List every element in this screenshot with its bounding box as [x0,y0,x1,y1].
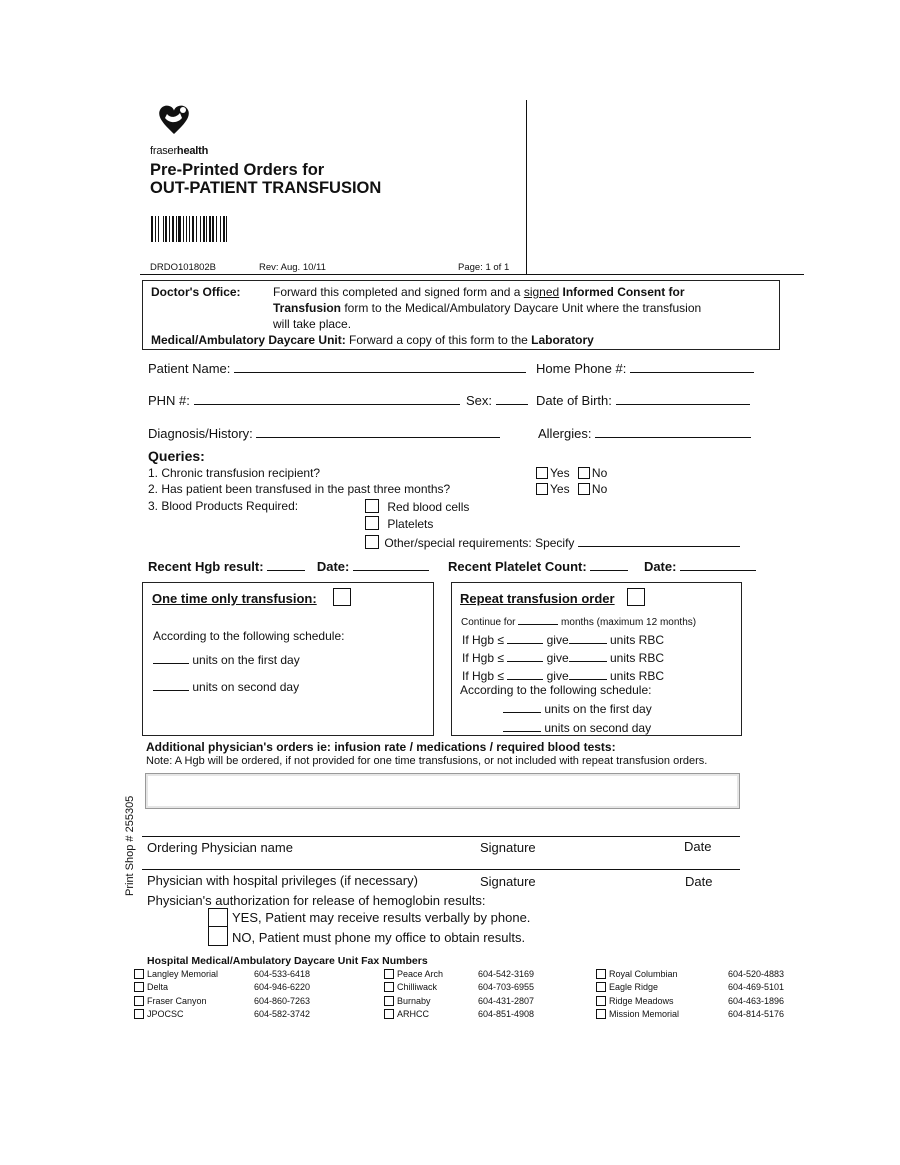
one-time-schedule: According to the following schedule: [153,629,345,643]
repeat-continue [461,614,696,628]
allergies-label: Allergies: [538,426,592,441]
query-1: 1. Chronic transfusion recipient? [148,466,321,480]
one-time-second-day [153,678,299,694]
fax-hospital [384,982,437,992]
one-time-second-day-field[interactable] [153,678,189,691]
platelet-label: Recent Platelet Count: [448,559,587,574]
allergies-field[interactable] [595,425,751,438]
header-vertical-divider [526,100,527,274]
repeat-schedule: According to the following schedule: [460,683,652,697]
auth-no-checkbox[interactable] [208,926,228,946]
title-line-1: Pre-Printed Orders for [150,161,325,179]
queries-heading: Queries: [148,448,205,464]
auth-no-label: NO, Patient must phone my office to obtain results. [232,930,526,945]
other-label: Other/special requirements: Specify [384,536,575,550]
sex-field[interactable] [496,392,528,405]
header-horizontal-rule [140,274,804,275]
form-code: DRDO101802B [150,262,217,273]
fax-hospital-checkbox[interactable] [134,982,144,992]
platelet-row [448,558,756,574]
hgb-rule-row [462,649,664,665]
patient-name-field[interactable] [234,360,526,373]
ordering-date-label: Date [684,839,712,854]
fax-hospital [596,982,658,992]
one-time-checkbox[interactable] [333,588,351,606]
fax-number: 604-463-1896 [728,995,785,1006]
fax-hospital-name: Eagle Ridge [609,982,659,993]
one-time-first-day-label: units on the first day [192,653,300,667]
query-2: 2. Has patient been transfused in the past three months? [148,482,451,496]
platelet-date-field[interactable] [680,558,756,571]
platelets-label: Platelets [387,517,434,531]
fax-hospital-name: Delta [147,982,169,993]
fax-number: 604-851-4908 [478,1008,535,1019]
fax-hospital-checkbox[interactable] [384,982,394,992]
sex-row [466,392,528,408]
hgb-field[interactable] [267,558,305,571]
home-phone-label: Home Phone #: [536,361,627,376]
q1-no-label: No [591,466,608,480]
revision: Rev: Aug. 10/11 [259,262,326,273]
if-hgb-label: If Hgb ≤ [462,651,504,665]
auth-yes-label: YES, Patient may receive results verbally by phone. [232,910,531,925]
fax-hospital-name: Ridge Meadows [609,995,674,1006]
give-label: give [546,669,569,683]
fax-number: 604-814-5176 [728,1008,785,1019]
fax-hospital [596,969,678,979]
fax-hospital-checkbox[interactable] [596,969,606,979]
units-rbc-label: units RBC [609,669,665,683]
fax-hospital-name: Peace Arch [397,969,444,979]
fax-hospital-name: ARHCC [397,1008,430,1019]
q1-no-checkbox[interactable] [578,467,590,479]
fax-hospital-checkbox[interactable] [384,996,394,1006]
page-number: Page: 1 of 1 [458,262,510,273]
fax-hospital-name: JPOCSC [147,1008,184,1019]
fax-hospital-name: Fraser Canyon [147,995,207,1006]
give-units-field[interactable] [569,631,607,644]
auth-yes-checkbox[interactable] [208,908,228,928]
hgb-label: Recent Hgb result: [148,559,264,574]
give-units-field[interactable] [569,649,607,662]
ordering-physician-label: Ordering Physician name [147,840,293,855]
platelet-date-label: Date: [643,559,677,574]
phn-label: PHN #: [148,393,190,408]
privileges-signature-line[interactable] [142,869,740,870]
one-time-first-day [153,651,300,667]
fax-hospital [596,1009,679,1019]
continue-months-label: months (maximum 12 months) [561,617,697,628]
home-phone-field[interactable] [630,360,754,373]
repeat-title: Repeat transfusion order [460,591,615,606]
hgb-row [148,558,429,574]
one-time-first-day-field[interactable] [153,651,189,664]
give-units-field[interactable] [569,667,607,680]
home-phone-row [536,360,754,376]
q1-yes-checkbox[interactable] [536,467,548,479]
fax-hospital [384,969,443,979]
patient-name-label: Patient Name: [148,361,231,376]
q1-answers [536,466,607,480]
privileges-signature-label: Signature [480,874,536,889]
fax-hospital [134,1009,184,1019]
ordering-signature-line[interactable] [142,836,740,837]
fraserhealth-logo [150,104,208,157]
units-rbc-label: units RBC [609,651,665,665]
phn-field[interactable] [194,392,460,405]
repeat-second-day-label: units on second day [544,721,652,735]
other-checkbox[interactable] [365,535,379,549]
if-hgb-label: If Hgb ≤ [462,669,504,683]
privileges-date-label: Date [685,874,713,889]
fax-number: 604-946-6220 [254,982,311,993]
hgb-date-label: Date: [316,559,350,574]
platelet-field[interactable] [590,558,628,571]
product-platelets [365,516,433,531]
fax-number: 604-703-6955 [478,982,535,993]
hgb-threshold-field[interactable] [507,631,543,644]
hgb-rule-row [462,631,664,647]
fax-hospital [384,1009,429,1019]
fax-hospital-checkbox[interactable] [596,996,606,1006]
dob-label: Date of Birth: [536,393,612,408]
fax-hospital [134,996,207,1006]
fax-number: 604-542-3169 [478,969,535,979]
one-time-title: One time only transfusion: [152,591,317,606]
units-rbc-label: units RBC [609,633,665,647]
repeat-first-day-label: units on the first day [544,702,652,716]
fax-hospital-name: Langley Memorial [147,969,219,979]
diagnosis-field[interactable] [256,425,500,438]
unit-instruction: Medical/Ambulatory Daycare Unit: Forward a copy of this form to the Laboratory [151,333,594,347]
hgb-threshold-field[interactable] [507,649,543,662]
product-other [365,534,740,550]
q2-answers [536,482,607,496]
product-red-cells [365,499,469,514]
hgb-rule-row [462,667,664,683]
print-shop-number: Print Shop # 255305 [124,795,136,896]
repeat-second-day [503,719,651,735]
title-line-2: OUT-PATIENT TRANSFUSION [150,179,382,197]
continue-months-field[interactable] [518,614,558,625]
fax-number: 604-860-7263 [254,995,311,1006]
if-hgb-label: If Hgb ≤ [462,633,504,647]
fax-hospital-checkbox[interactable] [384,969,394,979]
additional-orders-field[interactable] [145,773,740,809]
fax-number: 604-469-5101 [728,982,785,993]
q2-no-label: No [591,482,608,496]
platelets-checkbox[interactable] [365,516,379,530]
one-time-second-day-label: units on second day [192,680,300,694]
fax-hospital-name: Chilliwack [397,982,438,993]
fax-hospital-checkbox[interactable] [596,1009,606,1019]
patient-name-row [148,360,526,376]
dob-row [536,392,750,408]
repeat-second-day-field[interactable] [503,719,541,732]
fax-number: 604-533-6418 [254,969,311,979]
doctors-office-label: Doctor's Office: [151,285,241,299]
other-specify-field[interactable] [578,534,740,547]
repeat-first-day [503,700,652,716]
phn-row [148,392,460,408]
ordering-signature-label: Signature [480,840,536,855]
dob-field[interactable] [616,392,750,405]
q1-yes-label: Yes [550,466,570,480]
fax-hospital-name: Burnaby [397,995,431,1006]
fax-hospital-name: Mission Memorial [609,1008,680,1019]
q2-yes-label: Yes [550,482,570,496]
barcode [151,216,266,242]
hgb-threshold-field[interactable] [507,667,543,680]
red-cells-checkbox[interactable] [365,499,379,513]
continue-label: Continue for [461,617,516,628]
fax-number: 604-431-2807 [478,995,535,1006]
fax-hospital [134,969,218,979]
fax-hospital [134,982,168,992]
brand-bold: health [176,145,209,157]
q2-yes-checkbox[interactable] [536,483,548,495]
give-label: give [546,633,569,647]
additional-orders-heading: Additional physician's orders ie: infusion rate / medications / required blood tests: [146,740,616,754]
authorization-label: Physician's authorization for release of hemoglobin results: [147,893,486,908]
fax-hospital-checkbox[interactable] [384,1009,394,1019]
query-3: 3. Blood Products Required: [148,499,299,513]
brand-light: fraser [150,145,177,157]
fax-hospital-checkbox[interactable] [134,969,144,979]
fax-hospital [596,996,674,1006]
diagnosis-label: Diagnosis/History: [148,426,253,441]
fax-hospital-checkbox[interactable] [134,996,144,1006]
hgb-date-field[interactable] [353,558,429,571]
brand-wordmark [150,145,208,157]
form-title [150,161,381,197]
repeat-first-day-field[interactable] [503,700,541,713]
fax-number: 604-520-4883 [728,969,785,979]
diagnosis-row [148,425,500,441]
doctors-office-line-2: Transfusion form to the Medical/Ambulatory Daycare Unit where the transfusion [273,301,702,315]
sex-label: Sex: [466,393,493,408]
allergies-row [538,425,751,441]
privileges-physician-label: Physician with hospital privileges (if necessary) [147,873,418,888]
additional-orders-note: Note: A Hgb will be ordered, if not provided for one time transfusions, or not included with repeat transfusion orders. [146,755,708,767]
fax-number: 604-582-3742 [254,1008,311,1019]
heart-hands-logo-icon [150,104,198,138]
fax-hospital-checkbox[interactable] [596,982,606,992]
q2-no-checkbox[interactable] [578,483,590,495]
doctors-office-line-3: will take place. [273,317,352,331]
doctors-office-line-1: Forward this completed and signed form and a signed Informed Consent for [273,285,685,299]
fax-hospital [384,996,431,1006]
give-label: give [546,651,569,665]
red-cells-label: Red blood cells [387,500,470,514]
fax-heading: Hospital Medical/Ambulatory Daycare Unit Fax Numbers [147,955,428,967]
fax-hospital-name: Royal Columbian [609,969,678,979]
fax-hospital-checkbox[interactable] [134,1009,144,1019]
repeat-checkbox[interactable] [627,588,645,606]
